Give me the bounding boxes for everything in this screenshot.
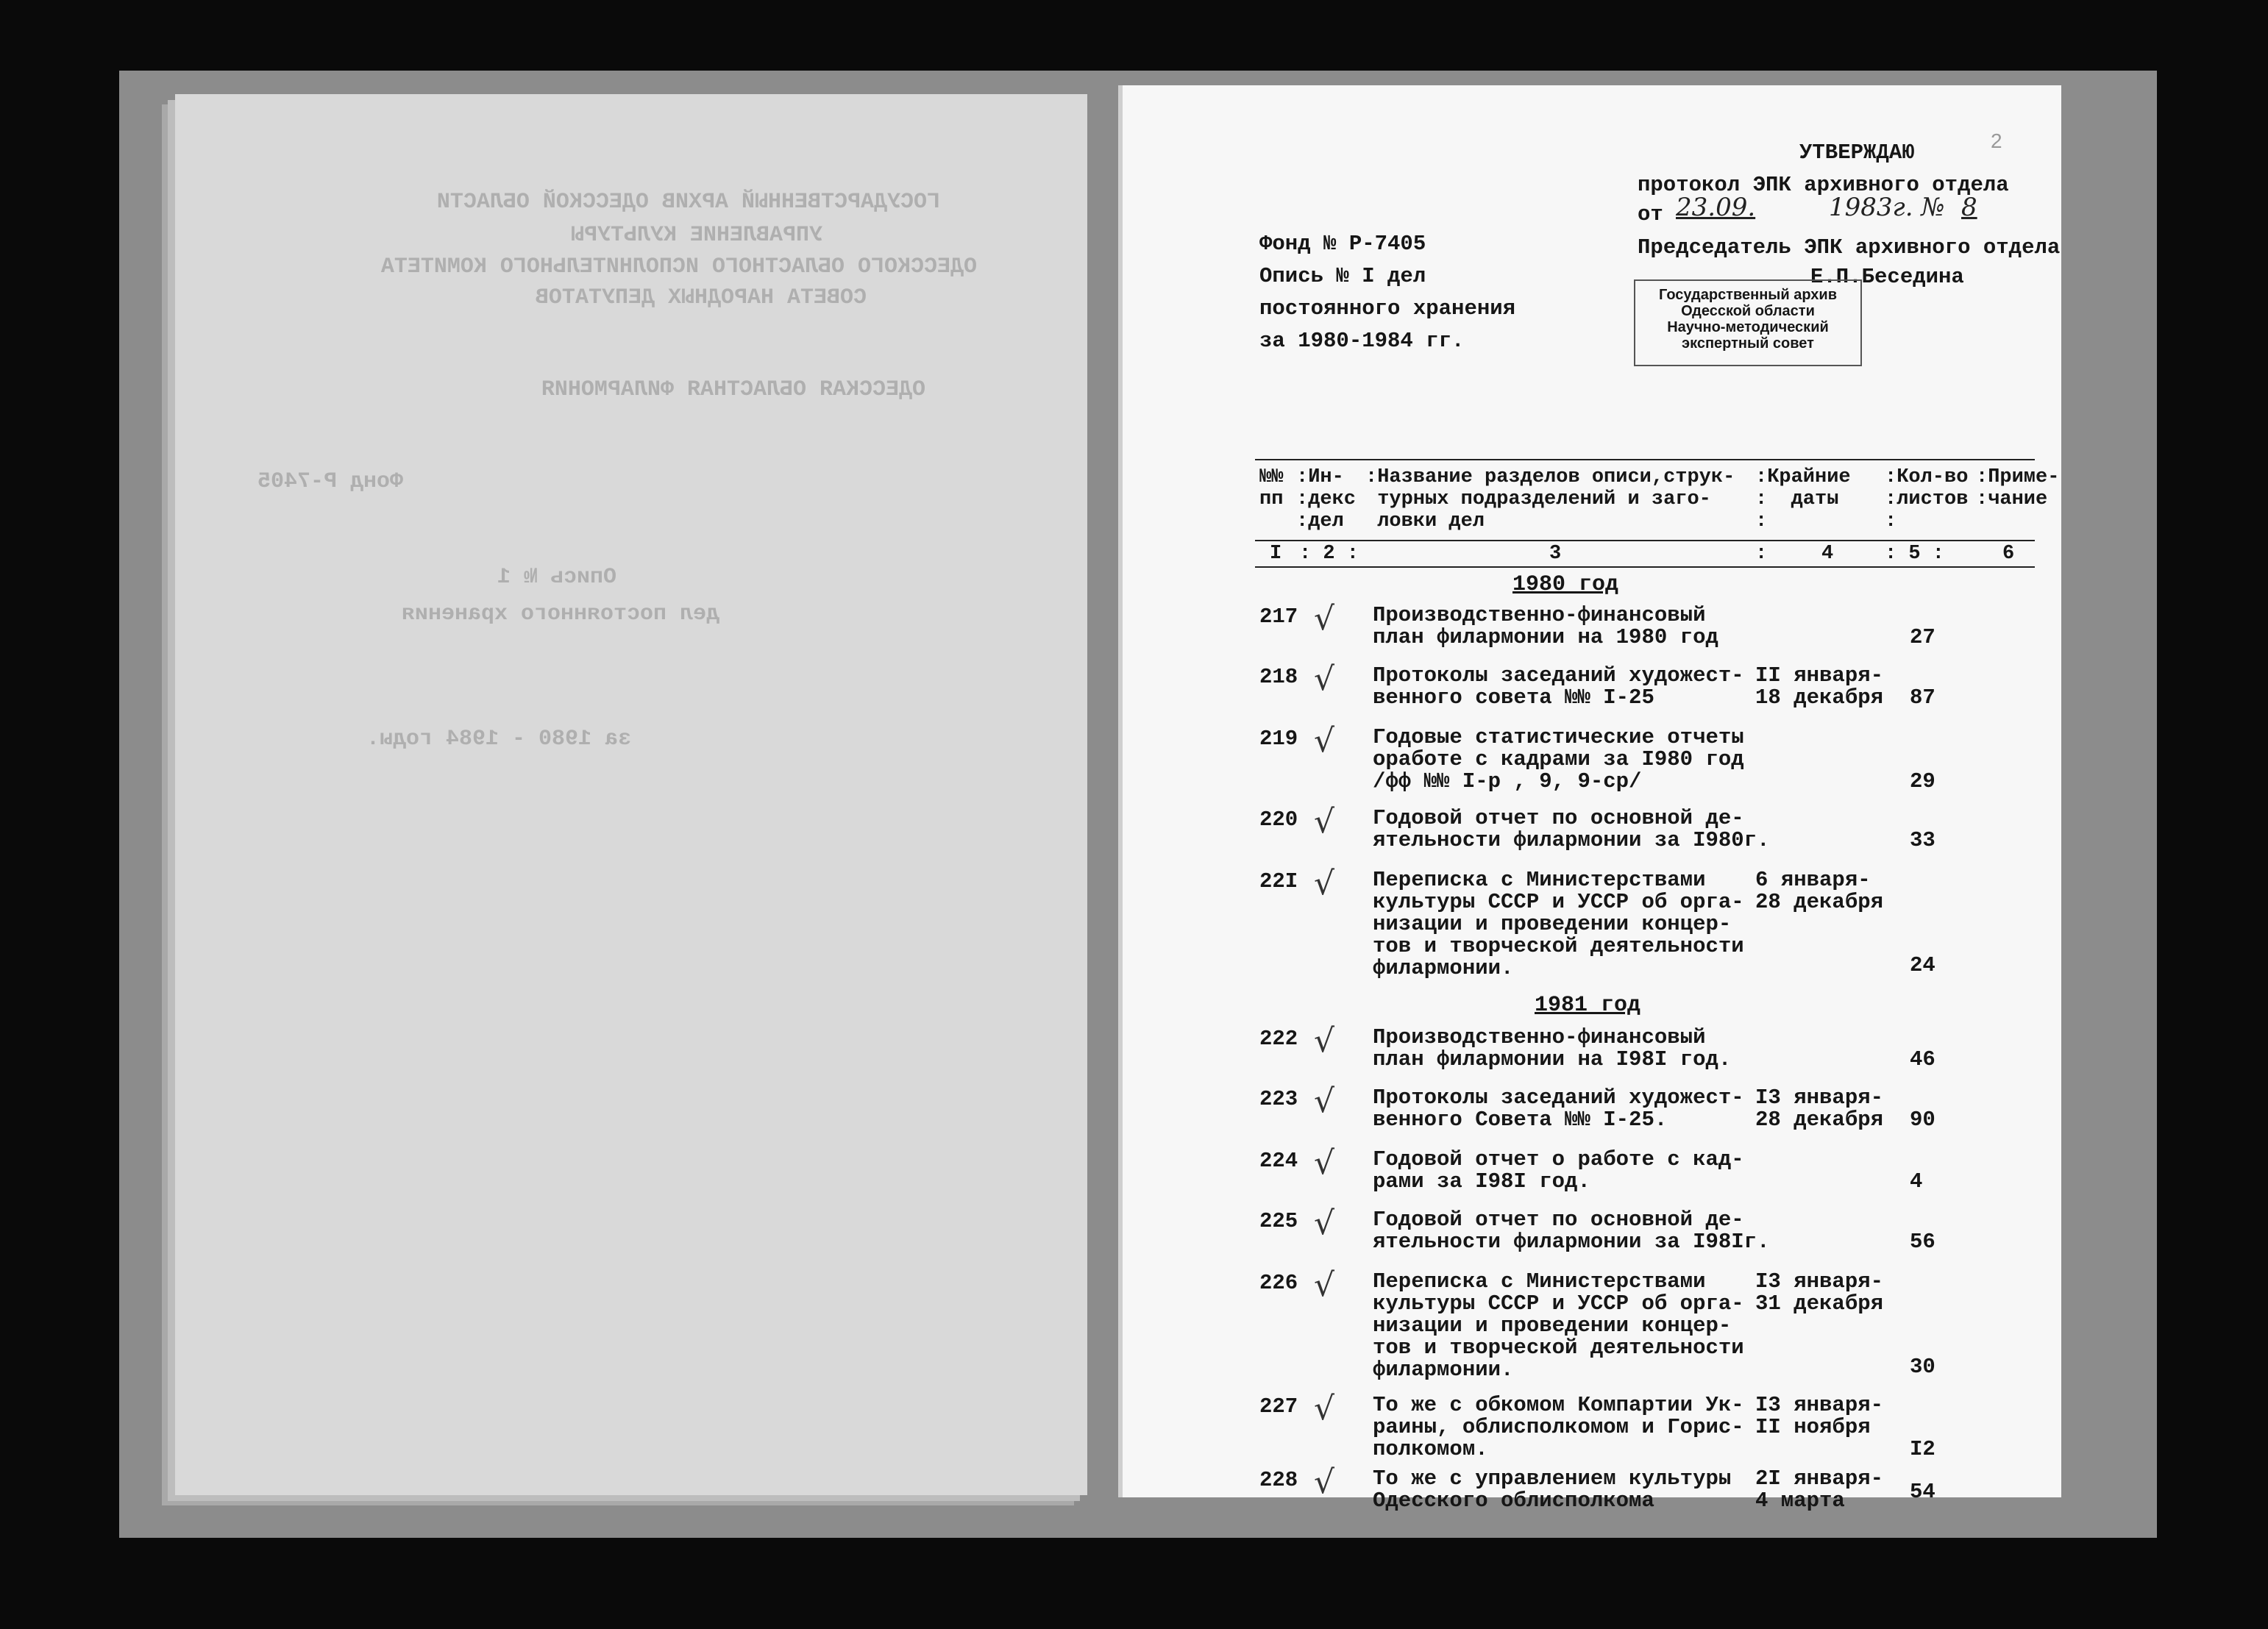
check-mark-icon: √ [1314, 1083, 1335, 1120]
header-col-dates: :Крайние : даты : [1755, 466, 1851, 532]
row-sheets: 56 [1910, 1230, 1935, 1254]
header-num-5: : 5 : [1885, 543, 1945, 565]
row-dates: I3 января- 28 декабря [1755, 1086, 1884, 1132]
header-col-sheets: :Кол-во :листов : [1885, 466, 1969, 532]
check-mark-icon: √ [1314, 803, 1335, 841]
row-sheets: 24 [1910, 953, 1935, 977]
row-number: 226 [1259, 1271, 1298, 1295]
page-number: 2 [1991, 129, 2002, 152]
row-sheets: I2 [1910, 1437, 1935, 1461]
header-num-4: 4 [1821, 543, 1834, 565]
ghost-line: дел постоянного хранения [401, 602, 719, 627]
ghost-line: УПРАВЛЕНИЕ КУЛЬТУРЫ [570, 223, 822, 248]
row-sheets: 30 [1910, 1355, 1935, 1379]
archive-stamp [1634, 279, 1862, 366]
row-dates: 2I января- 4 марта [1755, 1466, 1884, 1513]
left-page-bleed-through [175, 94, 1087, 1495]
header-col-index: :Ин- :декс :дел [1296, 466, 1357, 532]
approval-chair-line: Председатель ЭПК архивного отдела [1638, 235, 2061, 260]
stamp-line: Государственный архив [1658, 287, 1838, 303]
header-col-note: :Приме- :чание [1976, 466, 2060, 510]
row-sheets: 90 [1910, 1108, 1935, 1132]
check-mark-icon: √ [1314, 865, 1335, 902]
row-number: 220 [1259, 808, 1298, 832]
approval-date-prefix: от [1638, 202, 1663, 227]
inventory-line: Опись № I дел [1259, 264, 1426, 288]
period-line: за 1980-1984 гг. [1259, 329, 1465, 353]
fund-line: Фонд № Р-7405 [1259, 232, 1426, 256]
row-title: Производственно-финансовый план филармонии на I98I год. [1373, 1025, 1732, 1072]
row-number: 228 [1259, 1468, 1298, 1492]
section-year: 1980 год [1512, 572, 1619, 597]
row-number: 223 [1259, 1087, 1298, 1111]
table-header-rule [1255, 540, 2035, 541]
row-title: Протоколы заседаний художест- венного Совета №№ I-25. [1373, 1086, 1744, 1132]
ghost-line: ГОСУДАРСТВЕННЫЙ АРХИВ ОДЕССКОЙ ОБЛАСТИ [436, 190, 940, 215]
header-num-6: 6 [2002, 543, 2015, 565]
header-num-sep: : [1755, 543, 1768, 565]
check-mark-icon: √ [1314, 1464, 1335, 1501]
header-col-title: :Название разделов описи,струк- турных подразделений и заго- ловки дел [1365, 466, 1735, 532]
row-title: Переписка с Министерствами культуры СССР и УССР об орга- низации и проведении концер- тов и творческой деятельности филармонии. [1373, 868, 1744, 980]
check-mark-icon: √ [1314, 1022, 1335, 1060]
row-title: Годовой отчет по основной де- ятельности филармонии за I980г. [1373, 806, 1770, 852]
check-mark-icon: √ [1314, 1390, 1335, 1427]
row-number: 222 [1259, 1027, 1298, 1051]
row-number: 227 [1259, 1394, 1298, 1419]
check-mark-icon: √ [1314, 722, 1335, 760]
row-sheets: 33 [1910, 828, 1935, 852]
row-title: Протоколы заседаний художест- венного совета №№ I-25 [1373, 663, 1744, 710]
header-num-2: : 2 : [1299, 543, 1359, 565]
ghost-line: ОДЕССКОГО ОБЛАСТНОГО ИСПОЛНИТЕЛЬНОГО КОМИТЕТА [380, 254, 977, 279]
row-dates: 6 января- 28 декабря [1755, 868, 1884, 914]
stamp-line: Одесской области [1681, 303, 1815, 319]
row-title: То же с обкомом Компартии Ук- раины, облисполкомом и Горис- полкомом. [1373, 1393, 1744, 1461]
check-mark-icon: √ [1314, 1144, 1335, 1182]
row-sheets: 4 [1910, 1169, 1923, 1194]
row-number: 22I [1259, 869, 1298, 894]
approval-protocol: протокол ЭПК архивного отдела [1638, 173, 2009, 197]
storage-line: постоянного хранения [1259, 296, 1516, 321]
check-mark-icon: √ [1314, 660, 1335, 698]
approval-chair-name: Е.П.Беседина [1810, 265, 1964, 289]
row-number: 218 [1259, 665, 1298, 689]
header-num-1: I [1270, 543, 1282, 565]
row-title: Переписка с Министерствами культуры СССР и УССР об орга- низации и проведении концер- тов и творческой деятельности филармонии. [1373, 1269, 1744, 1382]
stamp-line: экспертный совет [1682, 335, 1814, 352]
row-dates: I3 января- 31 декабря [1755, 1269, 1884, 1316]
table-number-rule [1255, 566, 2035, 568]
approval-title: УТВЕРЖДАЮ [1799, 140, 1915, 165]
right-page [1118, 85, 2061, 1513]
row-sheets: 27 [1910, 625, 1935, 649]
row-dates: II января- 18 декабря [1755, 663, 1884, 710]
row-sheets: 46 [1910, 1047, 1935, 1072]
table-top-rule [1255, 459, 2035, 460]
row-sheets: 54 [1910, 1480, 1935, 1504]
row-sheets: 87 [1910, 685, 1935, 710]
check-mark-icon: √ [1314, 1205, 1335, 1242]
row-title: Годовой отчет о работе с кад- рами за I98I год. [1373, 1147, 1744, 1194]
approval-number-handwritten: 8 [1961, 193, 1977, 222]
header-col-number: №№ пп [1259, 466, 1284, 510]
ghost-line: за 1980 - 1984 годы. [366, 727, 631, 752]
left-page [175, 94, 1087, 1495]
row-title: Годовые статистические отчеты оработе с кадрами за I980 год /фф №№ I-р , 9, 9-ср/ [1373, 725, 1744, 794]
approval-year-handwritten: 1983г. № [1829, 193, 1945, 222]
row-number: 224 [1259, 1149, 1298, 1173]
row-dates: I3 января- II ноября [1755, 1393, 1884, 1439]
ghost-line: ОДЕССКАЯ ОБЛАСТНАЯ ФИЛАРМОНИЯ [541, 377, 925, 402]
row-number: 217 [1259, 605, 1298, 629]
section-year: 1981 год [1535, 993, 1641, 1018]
stamp-line: Научно-методический [1667, 319, 1829, 335]
header-num-3: 3 [1549, 543, 1562, 565]
check-mark-icon: √ [1314, 1266, 1335, 1304]
approval-date-handwritten: 23.09. [1676, 193, 1756, 222]
ghost-line: Фонд Р-7405 [257, 469, 403, 494]
row-title: Производственно-финансовый план филармонии на 1980 год [1373, 603, 1718, 649]
row-number: 219 [1259, 727, 1298, 751]
ghost-line: СОВЕТА НАРОДНЫХ ДЕПУТАТОВ [535, 285, 867, 310]
check-mark-icon: √ [1314, 600, 1335, 638]
row-sheets: 29 [1910, 769, 1935, 794]
row-title: То же с управлением культуры Одесского облисполкома [1373, 1466, 1732, 1513]
row-number: 225 [1259, 1209, 1298, 1233]
ghost-line: Опись № 1 [497, 565, 616, 590]
row-title: Годовой отчет по основной де- ятельности филармонии за I98Iг. [1373, 1208, 1770, 1254]
